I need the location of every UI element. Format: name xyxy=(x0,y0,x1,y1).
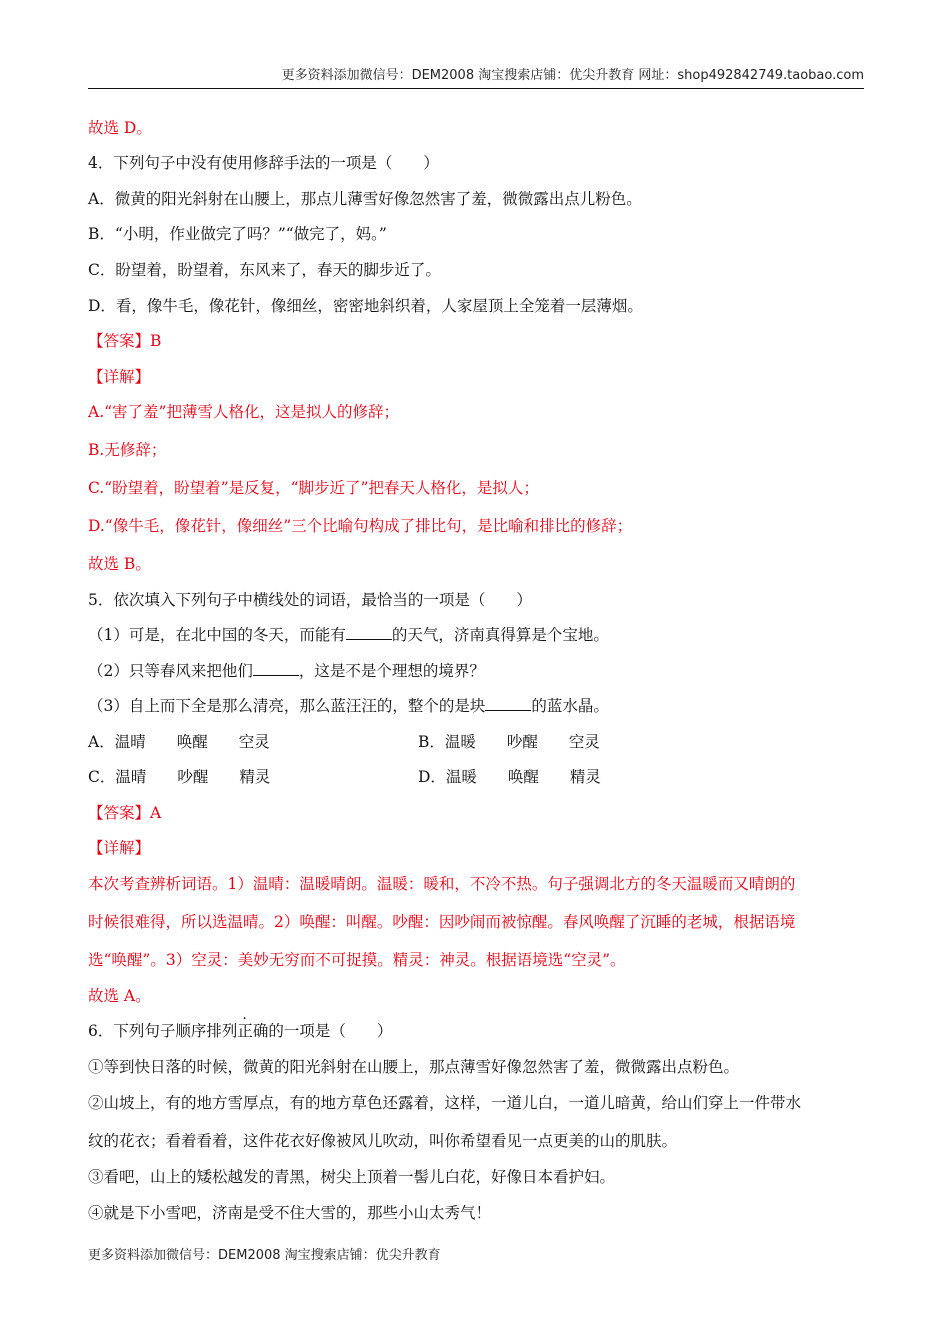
q5-s1-part-a: （1）可是，在北中国的冬天，而能有 xyxy=(88,626,346,644)
prev-conclusion: 故选 D。 xyxy=(88,119,152,137)
q5-stem: 5．依次填入下列句子中横线处的词语，最恰当的一项是（ ） xyxy=(88,591,532,609)
q6-stem-emphasis: 正确 xyxy=(237,1022,269,1040)
q5-s2-part-a: （2）只等春风来把他们 xyxy=(88,662,253,680)
fill-blank xyxy=(346,625,392,640)
q5-option-b: B．温暖 吵醒 空灵 xyxy=(418,733,600,751)
page-footer: 更多资料添加微信号：DEM2008 淘宝搜索店铺：优尖升教育 xyxy=(88,1248,441,1263)
q5-s1-part-b: 的天气，济南真得算是个宝地。 xyxy=(391,626,609,644)
q4-option-c: C．盼望着，盼望着，东风来了，春天的脚步近了。 xyxy=(88,261,441,279)
q6-stem xyxy=(88,1021,392,1041)
q4-conclusion: 故选 B。 xyxy=(88,555,151,573)
q4-analysis-b: B.无修辞； xyxy=(88,441,167,459)
q5-s3-part-b: 的蓝水晶。 xyxy=(531,697,609,715)
q4-option-b: B．“小明，作业做完了吗？”“做完了，妈。” xyxy=(88,225,387,243)
q4-analysis-d: D.“像牛毛，像花针，像细丝”三个比喻句构成了排比句，是比喻和排比的修辞； xyxy=(88,517,633,535)
q6-item-4: ④就是下小雪吧，济南是受不住大雪的，那些小山太秀气！ xyxy=(88,1204,492,1222)
q4-analysis-a: A.“害了羞”把薄雪人格化，这是拟人的修辞； xyxy=(88,403,399,421)
q5-analysis-1: 本次考查辨析词语。1）温晴：温暖晴朗。温暖：暖和，不冷不热。句子强调北方的冬天温暖而又晴朗的 xyxy=(88,875,796,893)
q4-stem: 4．下列句子中没有使用修辞手法的一项是（ ） xyxy=(88,154,439,172)
q5-detail-label: 【详解】 xyxy=(88,839,151,857)
q6-item-3: ③看吧，山上的矮松越发的青黑，树尖上顶着一髻儿白花，好像日本看护妇。 xyxy=(88,1168,616,1186)
q5-s2-part-b: ，这是不是个理想的境界？ xyxy=(298,662,485,680)
q5-analysis-2: 时候很难得，所以选温晴。2）唤醒：叫醒。吵醒：因吵闹而被惊醒。春风唤醒了沉睡的老城，根据语境 xyxy=(88,913,796,931)
q6-item-2b: 纹的花衣；看着看着，这件花衣好像被风儿吹动，叫你希望看见一点更美的山的肌肤。 xyxy=(88,1132,678,1150)
q6-item-2a: ②山坡上，有的地方雪厚点，有的地方草色还露着，这样，一道儿白，一道儿暗黄，给山们穿上一件带水 xyxy=(88,1094,802,1112)
q5-analysis-3: 选“唤醒”。3）空灵：美妙无穷而不可捉摸。精灵：神灵。根据语境选“空灵”。 xyxy=(88,951,626,969)
q4-answer: 【答案】B xyxy=(88,332,162,350)
q5-option-a: A．温晴 唤醒 空灵 xyxy=(88,733,270,751)
q6-stem-part-a: 6．下列句子顺序排列 xyxy=(88,1022,238,1040)
q5-conclusion: 故选 A。 xyxy=(88,987,151,1005)
q4-detail-label: 【详解】 xyxy=(88,368,151,386)
q5-s3-part-a: （3）自上而下全是那么清亮，那么蓝汪汪的，整个的是块 xyxy=(88,697,486,715)
q4-option-d: D．看，像牛毛，像花针，像细丝，密密地斜织着，人家屋顶上全笼着一层薄烟。 xyxy=(88,297,643,315)
fill-blank xyxy=(253,661,299,676)
q5-sentence-3 xyxy=(88,696,609,716)
q4-option-a: A．微黄的阳光斜射在山腰上，那点儿薄雪好像忽然害了羞，微微露出点儿粉色。 xyxy=(88,190,642,208)
q5-option-d: D．温暖 唤醒 精灵 xyxy=(418,768,601,786)
q5-sentence-2 xyxy=(88,661,485,681)
q6-item-1: ①等到快日落的时候，微黄的阳光斜射在山腰上，那点薄雪好像忽然害了羞，微微露出点粉色。 xyxy=(88,1058,740,1076)
q5-answer: 【答案】A xyxy=(88,804,162,822)
fill-blank xyxy=(485,696,531,711)
page-header: 更多资料添加微信号：DEM2008 淘宝搜索店铺：优尖升教育 网址：shop492842749.taobao.com xyxy=(88,66,864,89)
q4-analysis-c: C.“盼望着，盼望着”是反复，“脚步近了”把春天人格化，是拟人； xyxy=(88,479,539,497)
q5-sentence-1 xyxy=(88,625,609,645)
q6-stem-part-c: 的一项是（ ） xyxy=(268,1022,393,1040)
q5-option-c: C．温晴 吵醒 精灵 xyxy=(88,768,271,786)
